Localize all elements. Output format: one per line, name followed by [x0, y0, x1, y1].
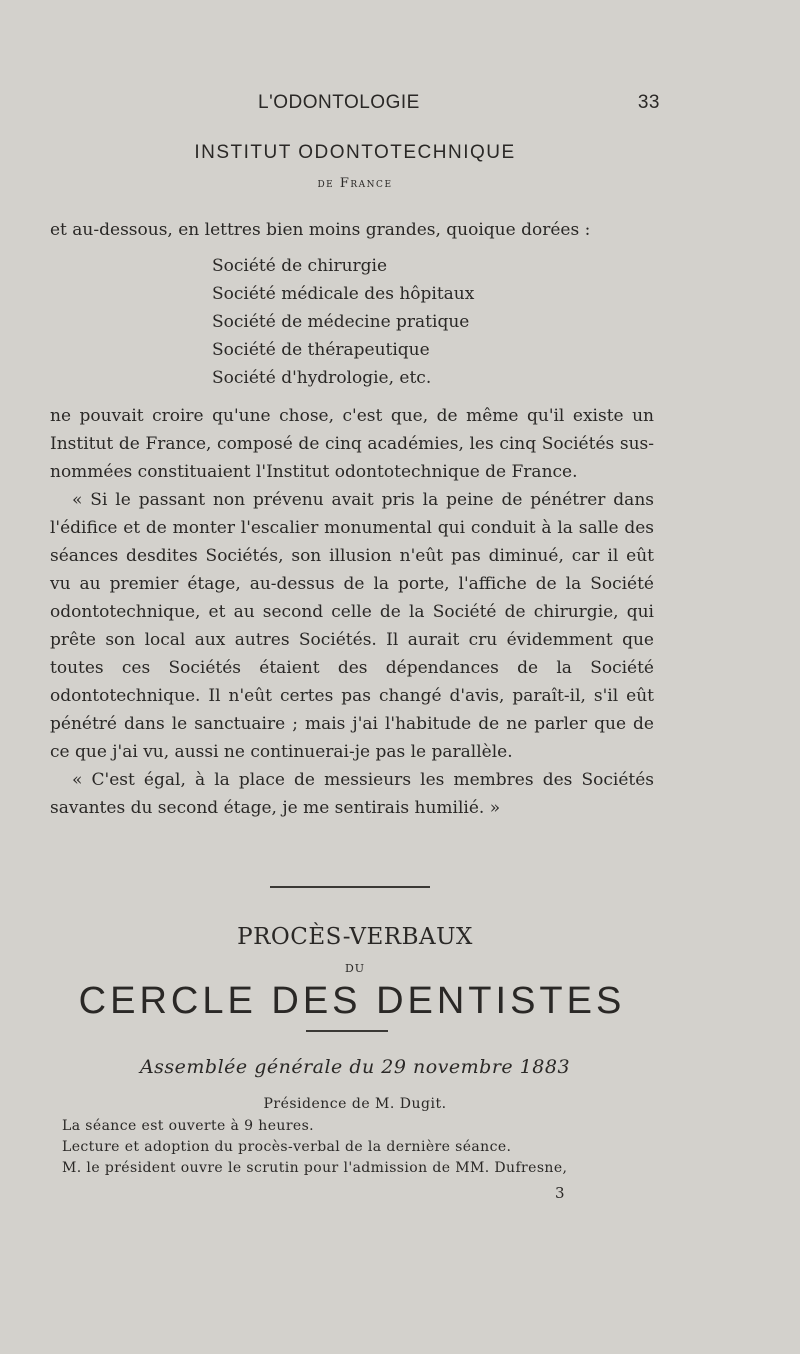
body-paragraphs	[50, 402, 654, 822]
intro-line: et au-dessous, en lettres bien moins grandes, quoique dorées :	[50, 220, 591, 240]
running-title: L'ODONTOLOGIE	[258, 92, 420, 113]
institute-title: INSTITUT ODONTOTECHNIQUE	[194, 142, 516, 163]
title-underline	[306, 1030, 388, 1032]
presidence-line: Présidence de M. Dugit.	[263, 1096, 447, 1112]
society-item: Société de thérapeutique	[212, 340, 430, 360]
signature-mark: 3	[555, 1184, 565, 1202]
society-item: Société médicale des hôpitaux	[212, 284, 475, 304]
society-item: Société de chirurgie	[212, 256, 388, 276]
paragraph: « C'est égal, à la place de messieurs les membres des Sociétés savantes du second étage, je me sentirais humilié. »	[50, 770, 654, 818]
section-divider	[270, 886, 430, 888]
page-number: 33	[637, 92, 660, 113]
institute-subtitle: de France	[317, 176, 393, 191]
society-item: Société d'hydrologie, etc.	[212, 368, 432, 388]
paragraph: « Si le passant non prévenu avait pris la peine de pénétrer dans l'édifice et de monter l'escalier monumental qui conduit à la salle des séances desdites Sociétés, son illusion n'eût pas diminué, car il eût vu au premier étage, au-dessus de la porte, l'affiche de la Société odontotechnique, et au second celle de la Société de chirurgie, qui prête son local aux autres Sociétés. Il aurait cru évidemment que toutes ces Sociétés étaient des dépendances de la Société odontotechnique. Il n'eût certes pas changé d'avis, paraît-il, s'il eût pénétré dans le sanctuaire ; mais j'ai l'habitude de ne parler que de ce que j'ai vu, aussi ne continuerai-je pas le parallèle.	[50, 490, 654, 762]
assembly-heading: Assemblée générale du 29 novembre 1883	[139, 1056, 571, 1078]
minutes-line: La séance est ouverte à 9 heures.	[62, 1118, 315, 1134]
minutes-line: Lecture et adoption du procès-verbal de la dernière séance.	[62, 1139, 512, 1155]
society-item: Société de médecine pratique	[212, 312, 470, 332]
minutes-text	[62, 1116, 654, 1179]
proces-verbaux-du: DU	[344, 962, 366, 975]
cercle-title: CERCLE DES DENTISTES	[78, 980, 626, 1022]
paragraph: ne pouvait croire qu'une chose, c'est que, de même qu'il existe un Institut de France, composé de cinq académies, les cinq Sociétés sus-nommées constituaient l'Institut odontotechnique de France.	[50, 406, 654, 482]
society-list	[212, 252, 474, 392]
proces-verbaux-title: PROCÈS-VERBAUX	[237, 924, 473, 950]
minutes-line: M. le président ouvre le scrutin pour l'admission de MM. Dufresne,	[62, 1160, 568, 1176]
